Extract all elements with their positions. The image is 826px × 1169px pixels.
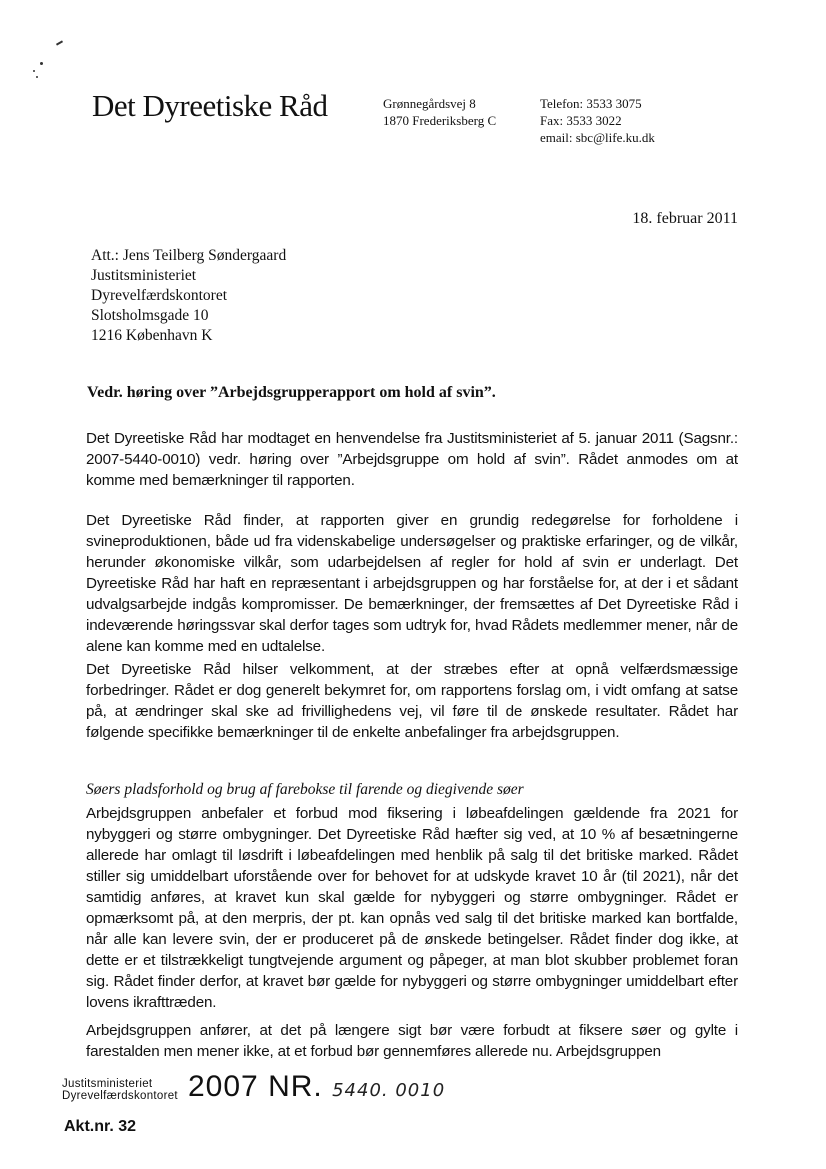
scan-mark	[56, 40, 63, 45]
contact-phone: Telefon: 3533 3075	[540, 96, 642, 111]
scan-mark	[40, 62, 43, 65]
recipient-line: Slotsholmsgade 10	[91, 307, 209, 324]
scan-mark	[36, 76, 38, 78]
recipient-line: 1216 København K	[91, 327, 213, 344]
recipient-line: Att.: Jens Teilberg Søndergaard	[91, 247, 287, 264]
stamp-organization	[62, 1078, 178, 1102]
org-logo-text: Det Dyreetiske Råd	[92, 88, 328, 123]
recipient-block	[91, 246, 286, 346]
recipient-line: Justitsministeriet	[91, 267, 197, 284]
org-address	[383, 95, 496, 129]
stamp-handwritten-number: 5440. 0010	[332, 1080, 446, 1101]
letter-date: 18. februar 2011	[632, 210, 738, 227]
contact-email: email: sbc@life.ku.dk	[540, 130, 655, 145]
recipient-line: Dyrevelfærdskontoret	[91, 287, 228, 304]
stamp-case-number	[188, 1070, 445, 1104]
scan-mark	[33, 70, 35, 72]
body-paragraph: Det Dyreetiske Råd har modtaget en henvendelse fra Justitsministeriet af 5. januar 2011 (Sagsnr.: 2007-5440-0010) vedr. høring over ”Arbejdsgruppe om hold af svin”. Rådet anmodes om at komme med bemærkninger til rapporten.	[86, 430, 738, 489]
body-paragraph: Det Dyreetiske Råd finder, at rapporten giver en grundig redegørelse for forholdene i svineproduktionen, både ud fra videnskabelige undersøgelser og praktiske erfaringer, og de vilkår, herunder økonomiske vilkår, som udarbejdelsen af regler for hold af svin er underlagt. Det Dyreetiske Råd har haft en repræsentant i arbejdsgruppen og har forståelse for, at der i et sådant udvalgsarbejde indgås kompromisser. De bemærkninger, der fremsættes af Det Dyreetiske Råd i indeværende høringssvar skal derfor tages som udtryk for, hvad Rådets medlemmer mener, når de alene kan komme med en udtalelse.	[86, 512, 738, 655]
body-paragraph: Det Dyreetiske Råd hilser velkomment, at der stræbes efter at opnå velfærdsmæssige forbedringer. Rådet er dog generelt bekymret for, om rapportens forslag om, i vidt omfang at satse på, at ændringer skal ske ad frivillighedens vej, vil føre til de ønskede resultater. Rådet har følgende specifikke bemærkninger til de enkelte anbefalinger fra arbejdsgruppen.	[86, 661, 738, 741]
address-city: 1870 Frederiksberg C	[383, 113, 497, 128]
stamp-org-line: Justitsministeriet	[62, 1078, 153, 1090]
org-contact	[540, 95, 655, 146]
stamp-akt-number: Akt.nr. 32	[64, 1118, 137, 1135]
stamp-org-line: Dyrevelfærdskontoret	[62, 1090, 178, 1102]
letter-subject: Vedr. høring over ”Arbejdsgrupperapport om hold af svin”.	[87, 384, 496, 401]
section-paragraph: Arbejdsgruppen anbefaler et forbud mod fiksering i løbeafdelingen gældende fra 2021 for nybyggeri og større ombygninger. Det Dyreetiske Råd hæfter sig ved, at 10 % af besætningerne allerede har omlagt til løsdrift i løbeafdelingen med henblik på salg til det britiske marked. Rådet stiller sig umiddelbart uforstående over for behovet for at udskyde kravet 10 år (til 2021), når det samtidig anføres, at kravet kun skal gælde for nybyggeri og større ombygninger. Rådet er opmærksomt på, at den merpris, der pt. kan opnås ved salg til det britiske marked kan bortfalde, når alle kan levere svin, der er produceret på de ønskede betingelser. Rådet finder dog ikke, at dette er et tilstrækkeligt tungtvejende argument og påpeger, at man blot skubber problemet foran sig. Rådet finder derfor, at kravet bør gælde for nybyggeri og større ombygninger umiddelbart efter lovens ikrafttræden.	[86, 805, 738, 1011]
section-paragraph: Arbejdsgruppen anfører, at det på længere sigt bør være forbudt at fiksere søer og gylte i farestalden men mener ikke, at et forbud bør gennemføres allerede nu. Arbejdsgruppen	[86, 1022, 738, 1060]
section-heading: Søers pladsforhold og brug af farebokse til farende og diegivende søer	[86, 781, 524, 798]
contact-fax: Fax: 3533 3022	[540, 113, 622, 128]
stamp-case-prefix: 2007 NR.	[188, 1070, 323, 1103]
address-street: Grønnegårdsvej 8	[383, 96, 476, 111]
